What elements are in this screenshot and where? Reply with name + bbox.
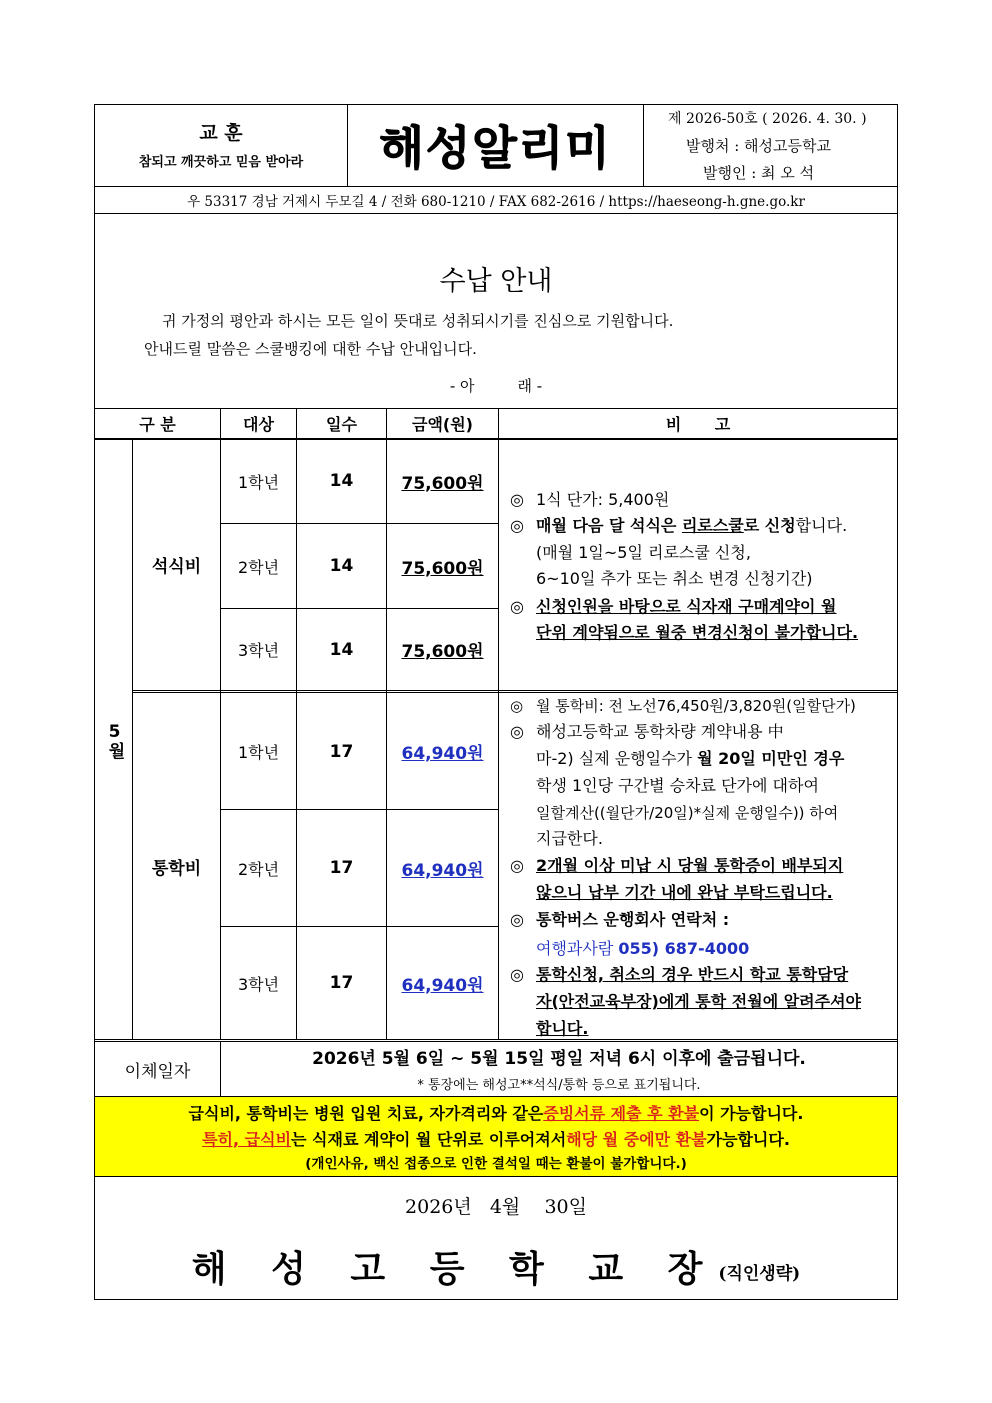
- bus-note: ◎ 통학버스 운행회사 연락처 :: [510, 910, 730, 929]
- bus-note: 합니다.: [536, 1019, 589, 1038]
- header-target: 대상: [243, 415, 274, 434]
- header-days: 일수: [326, 415, 357, 434]
- principal-name: 해 성 고 등 학 교 장: [191, 1247, 719, 1290]
- meal-amount: 75,600원: [401, 558, 484, 579]
- divider: [643, 104, 644, 186]
- refund-line-1: 급식비, 통학비는 병원 입원 치료, 자가격리와 같은 증빙서류 제출 후 환불 이 가능합니다.: [188, 1103, 804, 1123]
- bus-note: 마-2) 실제 운행일수가 월 20일 미만인 경우: [536, 749, 845, 768]
- transfer-label: 이체일자: [124, 1061, 191, 1082]
- issue-number: 제 2026-50호 ( 2026. 4. 30. ): [668, 111, 867, 127]
- refund-line-3: (개인사유, 백신 접종으로 인한 결석일 때는 환불이 불가합니다.): [305, 1156, 687, 1172]
- bus-note: 일할계산((월단가/20일)*실제 운행일수)) 하여: [536, 804, 839, 822]
- bus-amount: 64,940원: [401, 744, 484, 764]
- meal-days: 14: [329, 556, 354, 576]
- bus-days: 17: [329, 858, 354, 878]
- meal-note: (매월 1일~5일 리로스쿨 신청,: [536, 543, 751, 562]
- bus-grade: 2학년: [237, 859, 280, 879]
- month-label: 5월: [104, 721, 125, 759]
- bus-days: 17: [329, 741, 354, 762]
- meal-grade: 2학년: [237, 557, 280, 577]
- bus-grade: 1학년: [237, 743, 280, 762]
- bus-note: 여행과사람 055) 687-4000: [536, 939, 750, 958]
- footer-signature: [95, 1238, 897, 1294]
- motto-text: 참되고 깨끗하고 믿음 받아라: [138, 154, 304, 170]
- issuer: 발행인 : 최 오 석: [703, 164, 815, 182]
- refund-line-2: 특히, 급식비 는 식재료 계약이 월 단위로 이루어져서 해당 월 중에만 환불 가능합니다.: [202, 1129, 790, 1149]
- col-divider: [498, 408, 499, 1039]
- motto-title: 교 훈: [199, 121, 243, 144]
- bus-grade: 3학년: [237, 974, 280, 994]
- bus-amount: 64,940원: [401, 975, 484, 996]
- transfer-date: 2026년 5월 6일 ~ 5월 15일 평일 저녁 6시 이후에 출금됩니다.: [312, 1048, 806, 1069]
- meal-grade: 1학년: [237, 472, 280, 492]
- bus-label: 통학비: [151, 859, 202, 879]
- bus-note: 학생 1인당 구간별 승차료 단가에 대하여: [536, 776, 819, 795]
- seal-note: (직인생략): [718, 1264, 801, 1284]
- bus-note: 않으니 납부 기간 내에 완납 부탁드립니다.: [536, 883, 833, 902]
- address-bar: 우 53317 경남 거제시 두모길 4 / 전화 680-1210 / FAX 682-2616 / https://haeseong-h.gne.go.kr: [187, 194, 805, 210]
- meal-note: 단위 계약됨으로 월중 변경신청이 불가합니다.: [536, 623, 859, 642]
- meal-note: 6~10일 추가 또는 취소 변경 신청기간): [536, 569, 813, 588]
- transfer-note: * 통장에는 해성고**석식/통학 등으로 표기됩니다.: [417, 1077, 701, 1093]
- header-amount: 금액(원): [412, 415, 473, 434]
- publisher: 발행처 : 해성고등학교: [686, 137, 832, 155]
- header-remarks: 비 고: [665, 415, 731, 434]
- meal-days: 14: [329, 471, 354, 491]
- meal-note: ◎ 1식 단가: 5,400원: [510, 490, 670, 509]
- bus-note: ◎ 2개월 이상 미납 시 당월 통학증이 배부되지: [510, 856, 844, 875]
- footer-date: 2026년 4월 30일: [405, 1195, 587, 1218]
- bus-amount: 64,940원: [401, 860, 484, 881]
- bus-note: 지급한다.: [536, 829, 603, 848]
- meal-days: 14: [329, 639, 354, 660]
- below-marker: - 아 래 -: [449, 376, 543, 395]
- meal-label: 석식비: [151, 557, 202, 577]
- meal-note: ◎ 신청인원을 바탕으로 식자재 구매계약이 월: [510, 597, 837, 616]
- meal-grade: 3학년: [237, 641, 280, 660]
- bus-note: ◎ 통학신청, 취소의 경우 반드시 학교 통학담당: [510, 965, 849, 984]
- bus-note: ◎ 해성고등학교 통학차량 계약내용 中: [510, 722, 784, 741]
- meal-note: ◎ 매월 다음 달 석식은 리로스쿨로 신청합니다.: [510, 516, 848, 535]
- divider: [94, 213, 898, 214]
- notice-title: 수납 안내: [439, 265, 553, 297]
- bus-note: ◎ 월 통학비: 전 노선76,450원/3,820원(일할단가): [510, 697, 856, 715]
- header-category: 구 분: [139, 415, 176, 434]
- meal-amount: 75,600원: [401, 642, 484, 662]
- meal-amount: 75,600원: [401, 473, 484, 494]
- greeting-line-2: 안내드릴 말씀은 스쿨뱅킹에 대한 수납 안내입니다.: [144, 340, 477, 358]
- divider: [94, 1176, 898, 1177]
- refund-notice: [95, 1097, 897, 1176]
- greeting-line-1: 귀 가정의 평안과 하시는 모든 일이 뜻대로 성취되시기를 진심으로 기원합니다.: [162, 312, 674, 330]
- bus-note: 자(안전교육부장)에게 통학 전월에 알려주셔야: [536, 992, 862, 1011]
- bus-days: 17: [329, 973, 354, 993]
- newsletter-title: 해성알리미: [379, 121, 612, 175]
